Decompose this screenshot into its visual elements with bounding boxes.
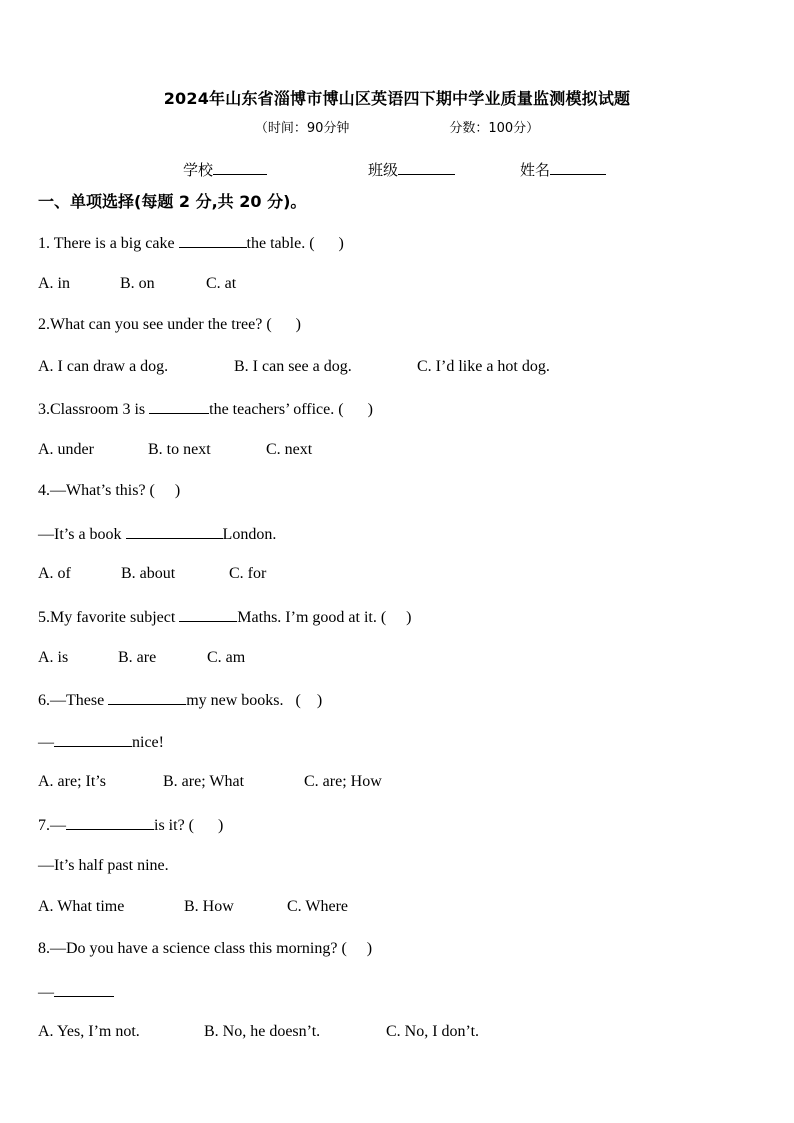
option-c[interactable]: C. I’d like a hot dog.: [417, 358, 550, 375]
question-5-options: [38, 649, 245, 667]
option-c[interactable]: C. am: [207, 649, 246, 666]
option-b[interactable]: B. How: [184, 898, 234, 915]
class-blank[interactable]: [398, 160, 455, 175]
question-8: 8.—Do you have a science class this morning? ( ): [38, 940, 373, 957]
answer-blank[interactable]: [108, 690, 186, 705]
answer-blank[interactable]: [66, 815, 154, 830]
question-7: 7.— is it? ( ): [38, 817, 224, 834]
question-3-options: [38, 441, 312, 459]
option-a[interactable]: A. What time: [38, 898, 125, 915]
exam-info: [0, 117, 794, 136]
answer-blank[interactable]: [149, 399, 209, 414]
answer-blank[interactable]: [126, 524, 223, 539]
option-b[interactable]: B. to next: [148, 441, 211, 458]
question-7-options: [38, 898, 348, 916]
option-c[interactable]: C. are; How: [304, 773, 382, 790]
answer-blank[interactable]: [54, 732, 132, 747]
option-b[interactable]: B. on: [120, 275, 155, 292]
question-2: 2.What can you see under the tree? ( ): [38, 316, 301, 333]
option-b[interactable]: B. are: [118, 649, 157, 666]
option-c[interactable]: C. for: [229, 565, 267, 582]
option-a[interactable]: A. under: [38, 441, 94, 458]
answer-blank[interactable]: [179, 233, 247, 248]
option-a[interactable]: A. in: [38, 275, 70, 292]
option-c[interactable]: C. next: [266, 441, 313, 458]
option-b[interactable]: B. No, he doesn’t.: [204, 1023, 321, 1040]
school-blank[interactable]: [213, 160, 267, 175]
question-4: 4.—What’s this? ( ): [38, 482, 181, 499]
section-heading: 一、单项选择(每题 2 分,共 20 分)。: [38, 192, 307, 211]
question-6-answer-line: — nice!: [38, 734, 164, 751]
question-2-options: [38, 358, 550, 376]
answer-blank[interactable]: [54, 982, 114, 997]
total-score: 分数：100分）: [449, 121, 540, 136]
option-a[interactable]: A. are; It’s: [38, 773, 106, 790]
question-1: 1. There is a big cake the table. ( ): [38, 235, 344, 252]
option-a[interactable]: A. is: [38, 649, 69, 666]
question-7-answer-line: —It’s half past nine.: [38, 857, 169, 874]
option-a[interactable]: A. of: [38, 565, 71, 582]
question-4-answer-line: —It’s a book London.: [38, 526, 277, 543]
school-field[interactable]: 学校: [183, 159, 267, 180]
option-c[interactable]: C. No, I don’t.: [386, 1023, 480, 1040]
option-a[interactable]: A. Yes, I’m not.: [38, 1023, 140, 1040]
option-c[interactable]: C. at: [206, 275, 237, 292]
option-b[interactable]: B. are; What: [163, 773, 245, 790]
question-5: 5.My favorite subject Maths. I’m good at it. ( ): [38, 609, 412, 626]
option-b[interactable]: B. about: [121, 565, 176, 582]
question-1-options: [38, 275, 236, 293]
question-8-options: [38, 1023, 479, 1041]
option-a[interactable]: A. I can draw a dog.: [38, 358, 169, 375]
question-3: 3.Classroom 3 is the teachers’ office. ( ): [38, 401, 373, 418]
question-8-answer-line: —: [38, 982, 114, 1002]
question-6: 6.—These my new books. ( ): [38, 692, 323, 709]
page-title: 2024年山东省淄博市博山区英语四下期中学业质量监测模拟试题: [163, 89, 631, 108]
class-field[interactable]: 班级: [368, 159, 455, 180]
time-limit: （时间：90分钟: [254, 121, 350, 136]
question-4-options: [38, 565, 266, 583]
question-6-options: [38, 773, 382, 791]
option-b[interactable]: B. I can see a dog.: [234, 358, 352, 375]
answer-blank[interactable]: [179, 607, 237, 622]
name-field[interactable]: 姓名: [520, 159, 606, 180]
name-blank[interactable]: [550, 160, 606, 175]
option-c[interactable]: C. Where: [287, 898, 349, 915]
